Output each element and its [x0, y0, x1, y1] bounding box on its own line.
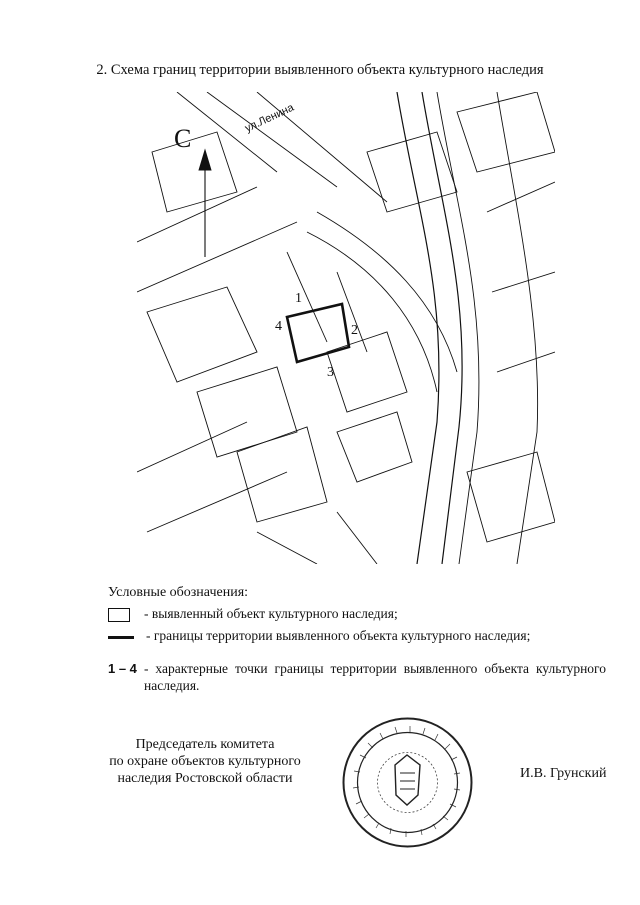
legend-item-text: - выявленный объект культурного наследия;	[144, 606, 398, 621]
street-label: ул.Ленина	[243, 101, 296, 135]
point-label-4: 4	[275, 319, 282, 334]
legend-heading: Условные обозначения:	[108, 585, 249, 600]
legend-item-text: - границы территории выявленного объекта культурного наследия;	[146, 628, 531, 643]
points-range-key: 1 – 4	[108, 661, 137, 676]
north-label: С	[174, 124, 192, 153]
legend-item-object	[108, 606, 614, 623]
signatory-name: И.В. Грунский	[520, 766, 607, 781]
point-label-1: 1	[295, 291, 302, 306]
document-title: 2. Схема границ территории выявленного объекта культурного наследия	[96, 62, 544, 78]
legend-item-boundary	[108, 628, 616, 645]
official-seal-stamp	[340, 715, 475, 850]
legend-item-points	[108, 661, 606, 695]
point-label-3: 3	[327, 365, 334, 380]
signatory-position: Председатель комитета по охране объектов культурного наследия Ростовской области	[109, 737, 301, 786]
map-drawing	[137, 92, 555, 564]
site-plan-map	[137, 92, 555, 564]
point-label-2: 2	[351, 323, 358, 338]
legend-item-text: - характерные точки границы территории выявленного объекта культурного наследия.	[144, 661, 606, 693]
boundary-line-icon	[108, 636, 134, 639]
object-box-icon	[108, 608, 130, 622]
object-boundary	[287, 304, 349, 362]
